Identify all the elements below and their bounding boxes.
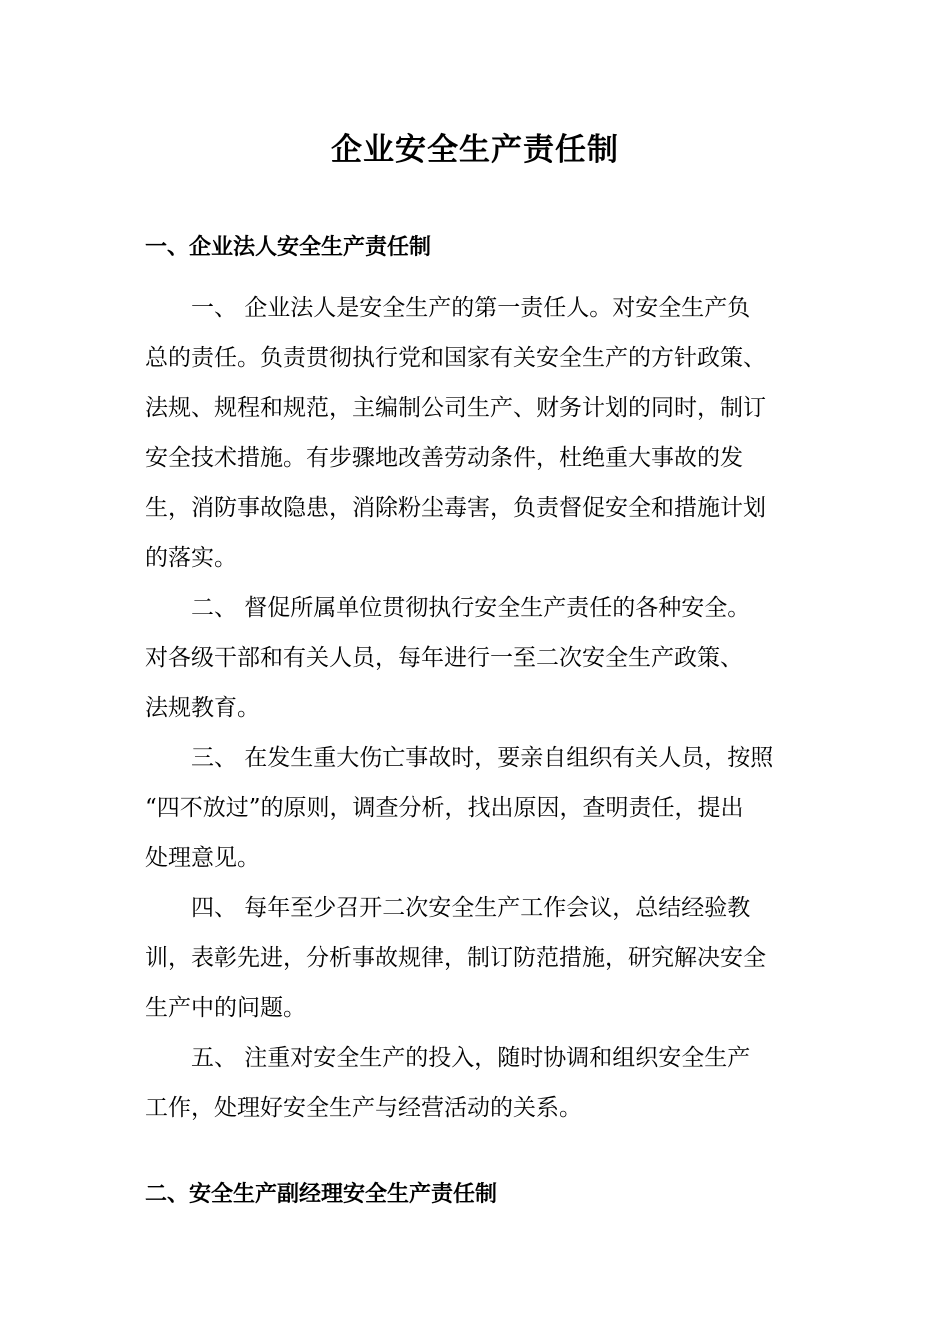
paragraph-item-3 — [145, 733, 825, 883]
paragraph-line: 二、 督促所属单位贯彻执行安全生产责任的各种安全。 — [191, 595, 751, 621]
paragraph-item-4 — [145, 883, 825, 1033]
paragraph-line: 处理意见。 — [145, 845, 260, 871]
paragraph-line: 四、 每年至少召开二次安全生产工作会议，总结经验教 — [191, 895, 751, 921]
section-body-legal-person — [145, 283, 825, 1133]
paragraph-line: 三、 在发生重大伤亡事故时，要亲自组织有关人员，按照 — [191, 745, 774, 771]
paragraph-line: 对各级干部和有关人员，每年进行一至二次安全生产政策、 — [145, 645, 743, 671]
paragraph-line: 训，表彰先进，分析事故规律，制订防范措施，研究解决安全 — [145, 945, 766, 971]
paragraph-line: 生产中的问题。 — [145, 995, 306, 1021]
paragraph-line: “四不放过”的原则，调查分析，找出原因，查明责任，提出 — [145, 795, 744, 821]
paragraph-line: 五、 注重对安全生产的投入，随时协调和组织安全生产 — [191, 1045, 751, 1071]
paragraph-item-5 — [145, 1033, 825, 1133]
paragraph-item-1 — [145, 283, 825, 583]
paragraph-line: 生，消防事故隐患，消除粉尘毒害，负责督促安全和措施计划 — [145, 495, 766, 521]
paragraph-item-2 — [145, 583, 825, 733]
paragraph-line: 安全技术措施。有步骤地改善劳动条件，杜绝重大事故的发 — [145, 445, 743, 471]
paragraph-line: 法规教育。 — [145, 695, 260, 721]
paragraph-line: 的落实。 — [145, 545, 237, 571]
section-heading-deputy-manager: 二、安全生产副经理安全生产责任制 — [145, 1181, 498, 1207]
paragraph-line: 法规、规程和规范，主编制公司生产、财务计划的同时，制订 — [145, 395, 766, 421]
document-title: 企业安全生产责任制 — [331, 132, 619, 168]
paragraph-line: 一、 企业法人是安全生产的第一责任人。对安全生产负 — [191, 295, 751, 321]
section-heading-legal-person: 一、企业法人安全生产责任制 — [145, 234, 432, 260]
paragraph-line: 总的责任。负责贯彻执行党和国家有关安全生产的方针政策、 — [145, 345, 766, 371]
paragraph-line: 工作，处理好安全生产与经营活动的关系。 — [145, 1095, 582, 1121]
